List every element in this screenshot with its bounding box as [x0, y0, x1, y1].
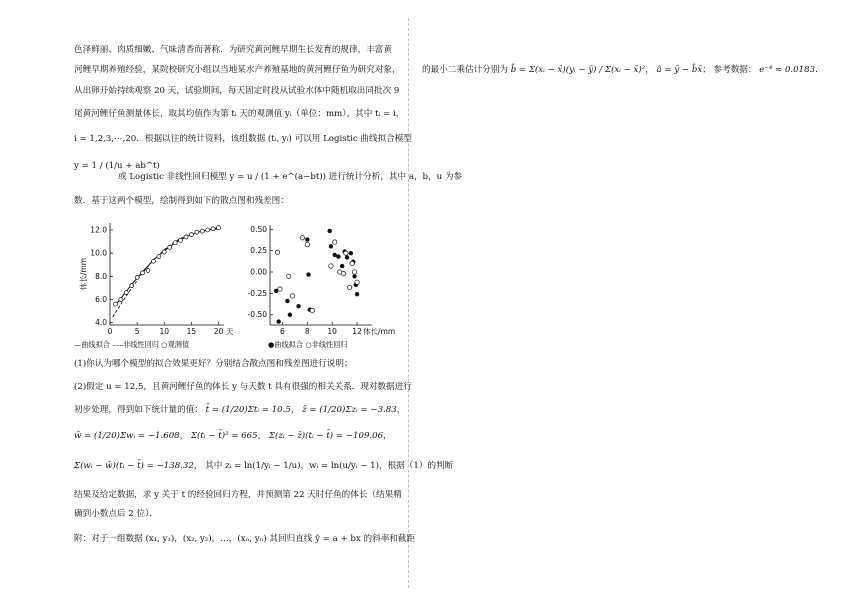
appendix-line: 附：对于一组数据 (x₁, y₁)，(x₂, y₂)，…，(xₙ, yₙ) 其回归直线 ŷ = a + bx 的斜率和截距	[74, 534, 416, 544]
y-tick-label: 12.0	[90, 225, 107, 235]
x-tick-label: 10	[327, 327, 337, 336]
observed-point	[200, 229, 204, 233]
residual-nonlinear-point	[350, 261, 354, 265]
series-curve-fit-line	[115, 228, 218, 306]
text-line-6: 或 Logistic 非线性回归模型 y = u / (1 + e^(a−bt)) 进行统计分析，其中 a，b，u 为参	[118, 172, 463, 182]
y-tick-label: 10.0	[90, 248, 107, 258]
observed-point	[162, 250, 166, 254]
x-tick-label: 10	[159, 327, 170, 336]
stat-w-mean: w̄ = (1/20)Σwᵢ = −1.608	[74, 431, 180, 441]
observed-point	[179, 238, 183, 242]
column-divider	[408, 18, 409, 588]
reference-label: 参考数据：	[713, 65, 757, 75]
observed-point	[195, 230, 199, 234]
x-tick-label: 15	[186, 327, 197, 336]
observed-point	[113, 302, 117, 306]
x-tick-label: 6	[280, 327, 285, 336]
y-tick-label: -0.50	[247, 310, 267, 320]
observed-point	[168, 245, 172, 249]
residual-nonlinear-point	[286, 274, 290, 278]
stat-sum-tt: Σ(tᵢ − t̄)² = 665	[190, 431, 258, 441]
residual-curve-fit-point	[296, 304, 300, 308]
observed-point	[157, 255, 161, 259]
observed-point	[189, 233, 193, 237]
residual-nonlinear-point	[278, 287, 282, 291]
residual-nonlinear-point	[352, 270, 356, 274]
observed-point	[119, 298, 123, 302]
residual-curve-fit-point	[340, 264, 344, 268]
text-line-4: 尾黄河鲤仔鱼测量体长，取其均值作为第 tᵢ 天的观测值 yᵢ（单位：mm），其中 tᵢ = i，	[74, 109, 405, 119]
legend-label-nonlinear: 非线性回归	[123, 340, 159, 349]
y-tick-label: 4.0	[95, 318, 107, 328]
stat-sum-wt: Σ(wᵢ − w̄)(tᵢ − t̄) = −138.32	[74, 461, 194, 471]
legend-label-curve-fit: 曲线拟合	[274, 340, 304, 349]
y-axis-label: 体长/mm	[79, 257, 88, 291]
residual-scatter-chart	[244, 215, 404, 343]
y-tick-label: 0.00	[250, 267, 267, 277]
residual-nonlinear-point	[347, 285, 351, 289]
b-hat-formula: b̂ = Σ(xᵢ − x̄)(yᵢ − ȳ) / Σ(xᵢ − x̄)²	[510, 65, 646, 75]
legend-open-circle-icon: ○	[161, 340, 168, 349]
text-line-1: 色泽鲜丽、肉质细嫩、气味清香而著称．为研究黄河鲤早期生长发育的规律，丰富黄	[74, 45, 392, 55]
legend-label-observed: 观测值	[167, 340, 190, 349]
growth-scatter-chart	[74, 215, 239, 343]
chart2-legend	[268, 340, 348, 350]
residual-curve-fit-point	[355, 292, 359, 296]
residual-nonlinear-point	[341, 272, 345, 276]
stats-line-2: w̄ = (1/20)Σwᵢ = −1.608， Σ(tᵢ − t̄)² = 665， Σ(zᵢ − z̄)(tᵢ − t̄) = −109.06，	[74, 431, 392, 441]
text-line-3: 从出卵开始持续观察 20 天，试验期间，每天固定时段从试验水体中随机取出同批次 9	[74, 86, 400, 96]
legend-solid-line: —	[74, 340, 82, 349]
y-tick-label: 0.25	[250, 246, 267, 256]
residual-curve-fit-point	[349, 251, 353, 255]
question-2-line-1: (2)假定 u = 12.5，且黄河鲤仔鱼的体长 y 与天数 t 具有很强的相关关系．现对数据进行	[74, 382, 412, 392]
legend-filled-circle-icon: ●	[268, 340, 275, 349]
reference-value: e⁻⁴ ≈ 0.0183．	[759, 65, 824, 75]
text-line-7: 数．基于这两个模型，绘制得到如下的散点图和残差图：	[74, 196, 289, 206]
residual-nonlinear-point	[290, 294, 294, 298]
observed-point	[135, 275, 139, 279]
residual-nonlinear-point	[329, 264, 333, 268]
observed-point	[184, 235, 188, 239]
y-tick-label: 0.50	[250, 224, 267, 234]
question-2-line-4: 结果及给定数据，求 y 关于 t 的经验回归方程，并预测第 22 天时仔鱼的体长（结果精	[74, 490, 402, 500]
residual-nonlinear-point	[310, 308, 314, 312]
lsq-intro: 的最小二乘估计分别为	[422, 65, 508, 75]
stat-z-mean: z̄ = (1/20)Σzᵢ = −3.83	[302, 405, 397, 415]
question-2-line-2: 初步处理，得到如下统计量的值： t̄ = (1/20)Σtᵢ = 10.5， z̄ = (1/20)Σzᵢ = −3.83，	[74, 405, 406, 415]
residual-curve-fit-point	[345, 255, 349, 259]
residual-curve-fit-point	[329, 244, 333, 248]
residual-curve-fit-point	[306, 272, 310, 276]
legend-label-nonlinear-reg: 非线性回归	[311, 340, 348, 349]
observed-point	[217, 226, 221, 230]
right-formula-line: 的最小二乘估计分别为 b̂ = Σ(xᵢ − x̄)(yᵢ − ȳ) / Σ(xᵢ − x̄)²， â = ȳ − b̂x̄； 参考数据： e⁻⁴ ≈ 0.0183．	[422, 65, 824, 75]
observed-point	[206, 228, 210, 232]
legend-label-curve: 曲线拟合	[81, 340, 110, 349]
residual-curve-fit-point	[328, 229, 332, 233]
definitions: 其中 zᵢ = ln(1/yᵢ − 1/u)，wᵢ = ln(u/yᵢ − 1)，根据（1）的判断	[205, 461, 454, 471]
x-axis-label: 体长/mm	[363, 327, 396, 336]
residual-nonlinear-point	[275, 250, 279, 254]
observed-point	[141, 271, 145, 275]
y-tick-label: 6.0	[95, 295, 107, 304]
text-line-5: i = 1,2,3,⋯,20．根据以往的统计资料，该组数据 (tᵢ, yᵢ) 可以用 Logistic 曲线拟合模型	[74, 134, 412, 144]
stats-intro: 初步处理，得到如下统计量的值：	[74, 405, 203, 415]
observed-point	[211, 227, 215, 231]
text-line-2: 河鲤早期养殖经验，某院校研究小组以当地某水产养殖基地的黄河鲤仔鱼为研究对象，	[74, 65, 401, 75]
residual-curve-fit-point	[288, 313, 292, 317]
x-tick-label: 20	[213, 327, 224, 336]
stat-sum-zt: Σ(zᵢ − z̄)(tᵢ − t̄) = −109.06	[268, 431, 384, 441]
residual-nonlinear-point	[305, 242, 309, 246]
residual-curve-fit-point	[352, 274, 356, 278]
legend-open-circle-icon: ○	[305, 340, 312, 349]
chart1-legend	[74, 340, 189, 350]
residual-curve-fit-point	[277, 319, 281, 323]
question-2-line-5: 确到小数点后 2 位）．	[74, 509, 158, 519]
legend-dashed-line: –––	[112, 340, 124, 349]
x-tick-label: 0	[107, 327, 113, 336]
observed-point	[146, 269, 150, 273]
x-tick-label: 5	[134, 327, 140, 336]
residual-nonlinear-point	[355, 280, 359, 284]
observed-point	[130, 284, 134, 288]
series-nonlinear-line	[113, 229, 219, 317]
residual-nonlinear-point	[332, 240, 336, 244]
observed-point	[151, 259, 155, 263]
a-hat-formula: â = ȳ − b̂x̄	[656, 65, 703, 75]
stats-line-3: Σ(wᵢ − w̄)(tᵢ − t̄) = −138.32， 其中 zᵢ = ln(1/yᵢ − 1/u)，wᵢ = ln(u/yᵢ − 1)，根据（1）的判断	[74, 461, 454, 471]
residual-nonlinear-point	[344, 251, 348, 255]
residual-curve-fit-point	[305, 237, 309, 241]
stat-t-mean: t̄ = (1/20)Σtᵢ = 10.5	[205, 405, 291, 415]
x-tick-label: 8	[304, 327, 310, 336]
logistic-model-formula: y = 1 / (1/u + ab^t)	[74, 161, 160, 171]
y-tick-label: 8.0	[95, 271, 107, 281]
residual-nonlinear-point	[300, 236, 304, 240]
x-axis-label: 天	[226, 327, 234, 336]
residual-curve-fit-point	[336, 254, 340, 258]
y-tick-label: -0.25	[247, 288, 267, 298]
x-tick-label: 12	[352, 327, 362, 336]
observed-point	[173, 241, 177, 245]
observed-point	[124, 291, 128, 295]
question-1: (1)你认为哪个模型的拟合效果更好？分别结合散点图和残差图进行说明；	[74, 359, 353, 369]
residual-curve-fit-point	[285, 299, 289, 303]
